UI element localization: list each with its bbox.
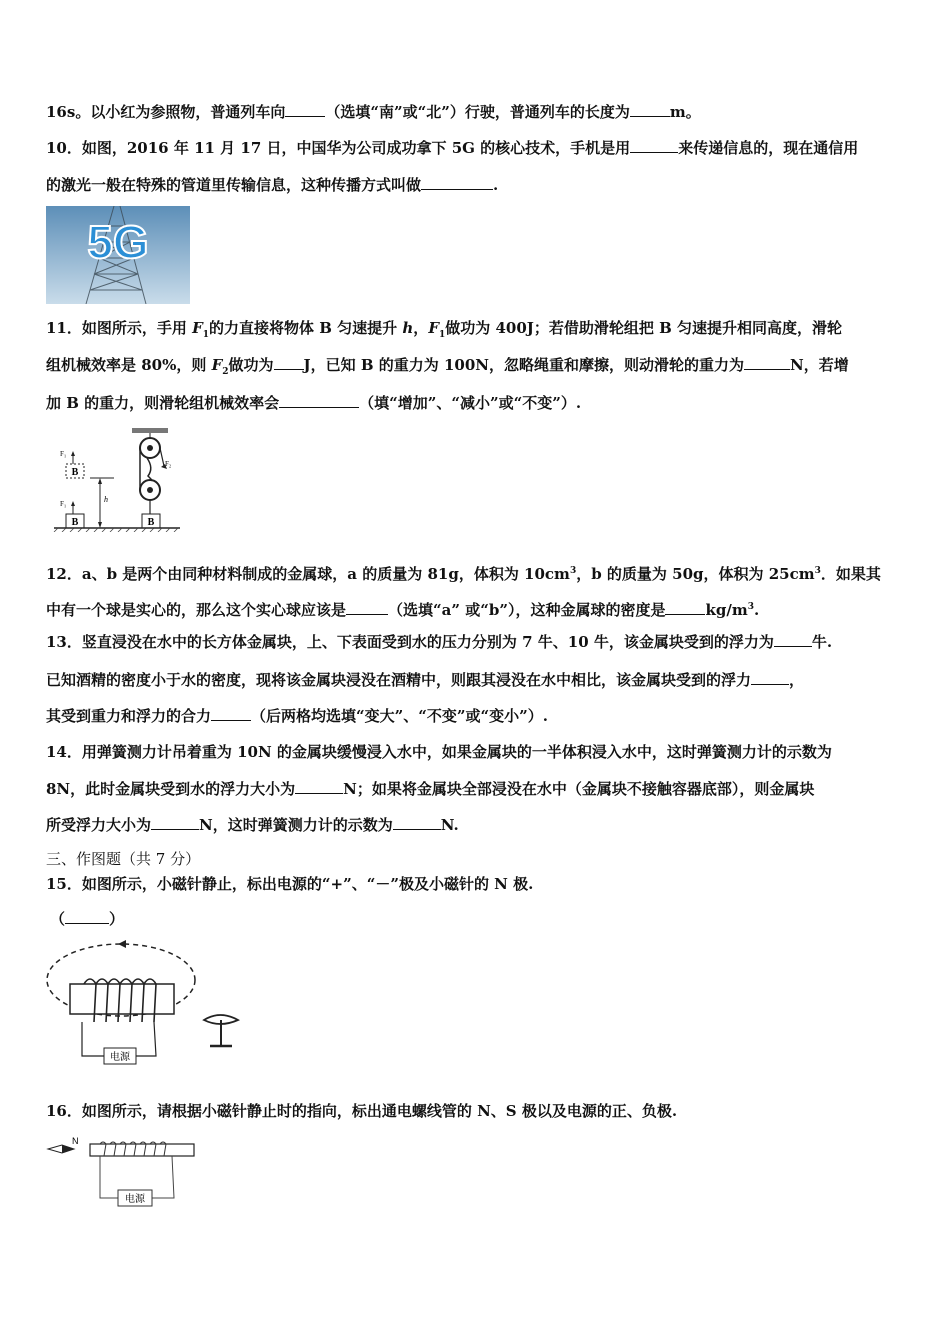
label-b-pulley: B bbox=[147, 517, 155, 528]
q13-line2: 已知酒精的密度小于水的密度，现将该金属块浸没在酒精中，则跟其浸没在水中相比，该金属块受到的浮力 ， bbox=[46, 671, 805, 689]
blank bbox=[211, 706, 251, 721]
blank bbox=[346, 600, 388, 615]
label-h: h bbox=[104, 495, 108, 504]
q11-line2: 组机械效率是 80%，则 $F_2$做功为 J，已知 B 的重力为 100N，忽略绳重和摩擦，则动滑轮的重力为 N，若增 bbox=[46, 356, 849, 377]
blank bbox=[285, 102, 325, 117]
5g-text: 5G bbox=[87, 216, 149, 268]
power-label-15: 电源 bbox=[110, 1052, 130, 1063]
q14-line2: 8N，此时金属块受到水的浮力大小为 N；如果将金属块全部浸没在水中（金属块不接触容器底部），则金属块 bbox=[46, 780, 815, 798]
q12-line2: 中有一个球是实心的，那么这个实心球应该是 （选填“a” 或“b”），这种金属球的密度是 $kg/m^3$. bbox=[46, 601, 760, 619]
q12-line1: 12．a、b 是两个由同种材料制成的金属球，a 的质量为 81g，体积为 $10cm^3$，b 的质量为 50g，体积为 $25cm^3$．如果其 bbox=[46, 565, 881, 583]
pulley-diagram bbox=[52, 426, 184, 532]
q11-line3: 加 B 的重力，则滑轮组机械效率会 （填“增加”、“减小”或“不变”）. bbox=[46, 394, 582, 412]
blank bbox=[744, 355, 790, 370]
solenoid-diagram-16 bbox=[44, 1134, 200, 1214]
magnetic-needle-icon bbox=[204, 1015, 238, 1046]
solenoid-diagram-15 bbox=[44, 938, 254, 1066]
q10-line1: 10．如图，2016 年 11 月 17 日，中国华为公司成功拿下 5G 的核心技术，手机是用 来传递信息的，现在通信用 bbox=[46, 139, 859, 157]
q16-text: 16．如图所示，请根据小磁针静止时的指向，标出通电螺线管的 N、S 极以及电源的正、负极. bbox=[46, 1102, 678, 1120]
5g-tower-image bbox=[46, 206, 190, 304]
q15-text: 15．如图所示，小磁针静止，标出电源的“+”、“－”极及小磁针的 N 极. bbox=[46, 875, 534, 893]
blank bbox=[279, 393, 359, 408]
q11-line1: 11．如图所示，手用 $F_1$的力直接将物体 B 匀速提升 h，$F_1$做功为 400J；若借助滑轮组把 B 匀速提升相同高度，滑轮 bbox=[46, 319, 842, 340]
blank bbox=[751, 670, 789, 685]
q13-line1: 13．竖直浸没在水中的长方体金属块，上、下表面受到水的压力分别为 7 牛、10 牛，该金属块受到的浮力为 牛. bbox=[46, 633, 833, 651]
q15-answer-blank: （ ） bbox=[50, 910, 125, 928]
blank bbox=[630, 102, 670, 117]
label-b-top: B bbox=[71, 467, 79, 478]
blank bbox=[65, 909, 109, 924]
blank bbox=[630, 138, 678, 153]
blank bbox=[151, 815, 199, 830]
blank bbox=[393, 815, 441, 830]
label-f1-top: F₁ bbox=[60, 450, 67, 458]
q14-line3: 所受浮力大小为 N，这时弹簧测力计的示数为 N. bbox=[46, 816, 459, 834]
section-title: 三、作图题（共 7 分） bbox=[46, 850, 201, 868]
label-b-bottom: B bbox=[71, 517, 79, 528]
q14-line1: 14．用弹簧测力计吊着重为 10N 的金属块缓慢浸入水中，如果金属块的一半体积浸入水中，这时弹簧测力计的示数为 bbox=[46, 743, 832, 761]
q9-tail: 16s。以小红为参照物，普通列车向 （选填“南”或“北”）行驶，普通列车的长度为 m。 bbox=[46, 103, 701, 121]
blank bbox=[774, 632, 812, 647]
label-f1-bottom: F₁ bbox=[60, 500, 67, 508]
blank bbox=[274, 355, 304, 370]
q10-line2: 的激光一般在特殊的管道里传输信息，这种传播方式叫做 . bbox=[46, 176, 499, 194]
compass-needle-icon bbox=[48, 1145, 74, 1153]
blank bbox=[665, 600, 705, 615]
blank bbox=[295, 779, 343, 794]
needle-n-label: N bbox=[72, 1136, 79, 1146]
q13-line3: 其受到重力和浮力的合力 （后两格均选填“变大”、“不变”或“变小”）. bbox=[46, 707, 549, 725]
label-f2: F₂ bbox=[165, 460, 172, 468]
blank bbox=[421, 175, 493, 190]
power-label-16: 电源 bbox=[125, 1194, 145, 1205]
